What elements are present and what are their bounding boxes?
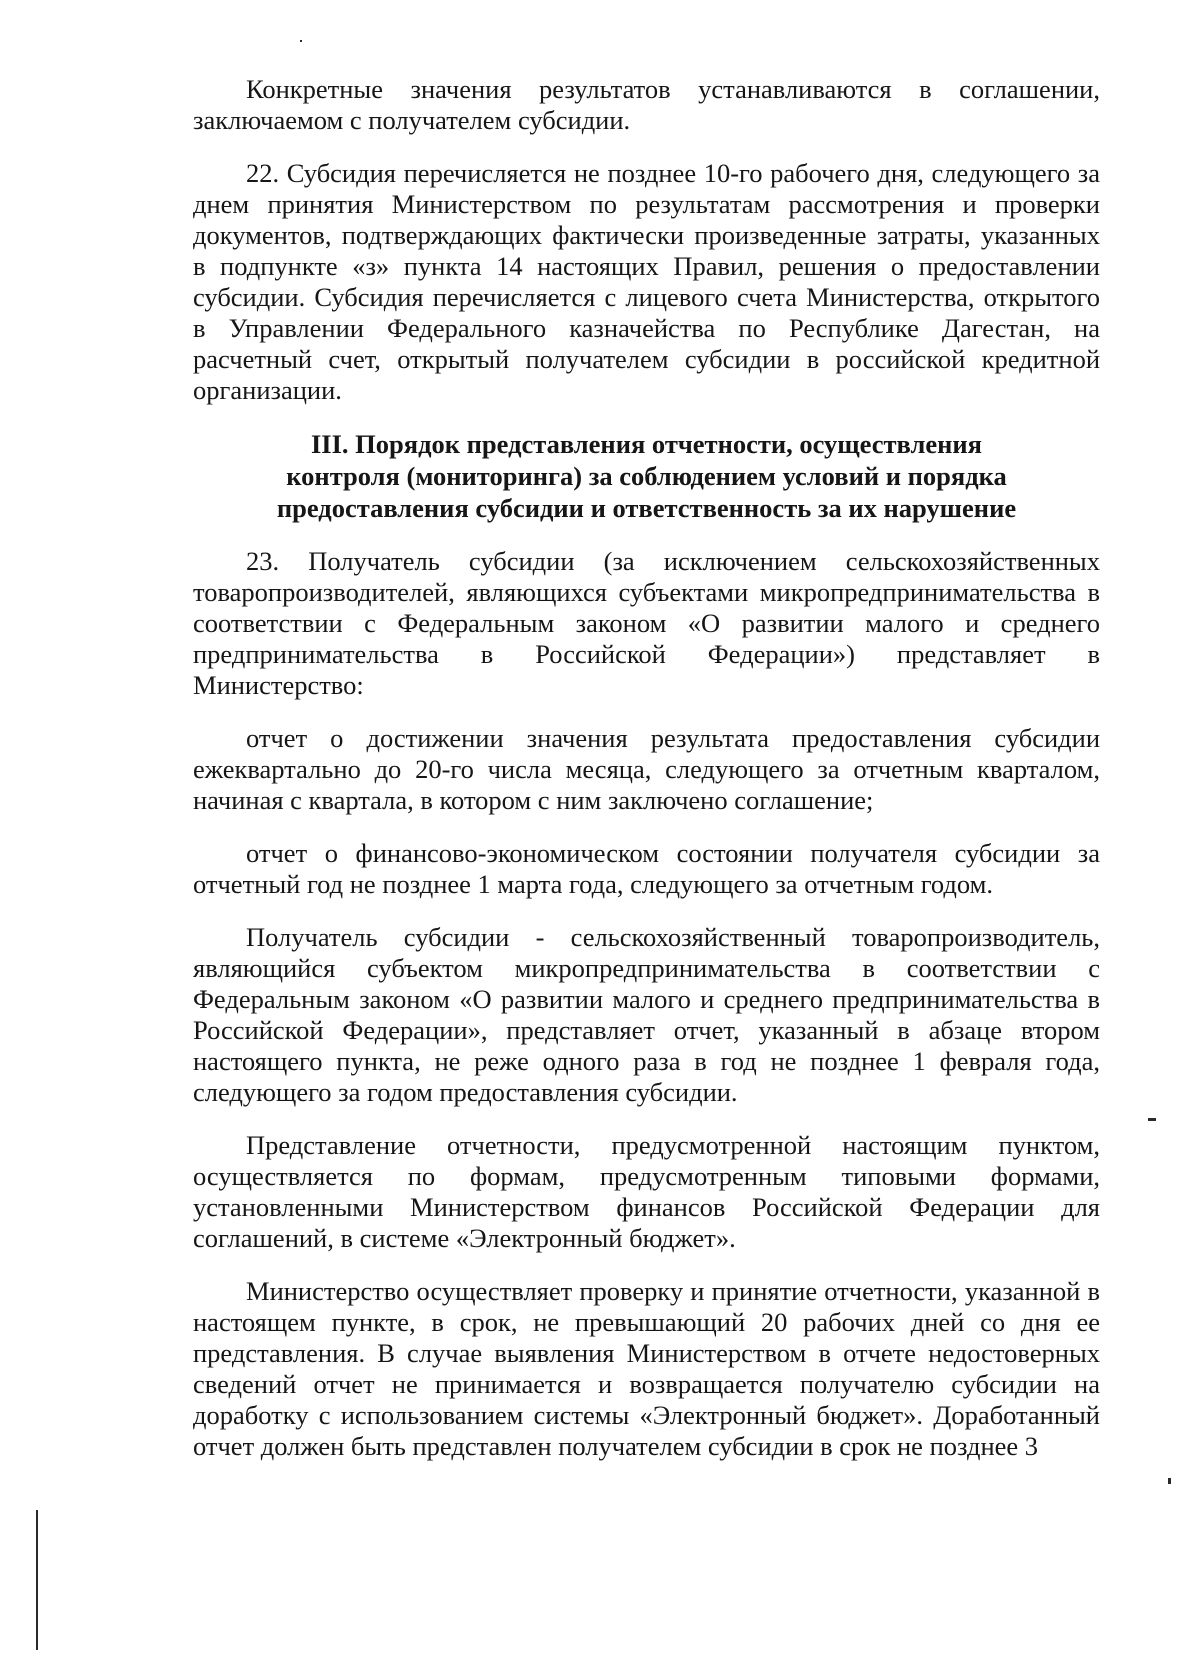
section-heading-iii <box>193 428 1100 524</box>
scan-mark-right-tick <box>1168 1478 1171 1484</box>
scan-mark-top-dot <box>300 40 302 42</box>
scan-mark-left-edge <box>36 1510 38 1650</box>
paragraph-report-verification: Министерство осуществляет проверку и принятие отчетности, указанной в настоящем пункте, в срок, не превышающий 20 рабочих дней со дня ее представления. В случае выявления Министерством в отчете недостоверных сведений отчет не принимается и возвращается получателю субсидии на доработку с использованием системы «Электронный бюджет». Доработанный отчет должен быть представлен получателем субсидии в срок не позднее 3 <box>193 1276 1100 1461</box>
document-body <box>193 74 1100 1484</box>
paragraph-micro-enterprise-report: Получатель субсидии - сельскохозяйственный товаропроизводитель, являющийся субъектом микропредпринимательства в соответствии с Федеральным законом «О развитии малого и среднего предпринимательства в Российской Федерации», представляет отчет, указанный в абзаце втором настоящего пункта, не реже одного раза в год не позднее 1 февраля года, следующего за годом предоставления субсидии. <box>193 922 1100 1107</box>
paragraph-item-23: 23. Получатель субсидии (за исключением сельскохозяйственных товаропроизводителей, являющихся субъектами микропредпринимательства в соответствии с Федеральным законом «О развитии малого и среднего предпринимательства в Российской Федерации») представляет в Министерство: <box>193 546 1100 700</box>
section-heading-line-2: контроля (мониторинга) за соблюдением условий и порядка <box>286 461 1007 491</box>
paragraph-financial-report: отчет о финансово-экономическом состоянии получателя субсидии за отчетный год не позднее 1 марта года, следующего за отчетным годом. <box>193 838 1100 899</box>
section-heading-line-1: III. Порядок представления отчетности, осуществления <box>310 429 982 459</box>
section-heading-line-3: предоставления субсидии и ответственность за их нарушение <box>276 493 1017 523</box>
paragraph-results-values: Конкретные значения результатов устанавливаются в соглашении, заключаемом с получателем субсидии. <box>193 74 1100 135</box>
paragraph-item-22: 22. Субсидия перечисляется не позднее 10-го рабочего дня, следующего за днем принятия Министерством по результатам рассмотрения и проверки документов, подтверждающих фактически произведенные затраты, указанных в подпункте «з» пункта 14 настоящих Правил, решения о предоставлении субсидии. Субсидия перечисляется с лицевого счета Министерства, открытого в Управлении Федерального казначейства по Республике Дагестан, на расчетный счет, открытый получателем субсидии в российской кредитной организации. <box>193 158 1100 405</box>
scan-mark-right-dash <box>1148 1118 1156 1121</box>
paragraph-report-forms: Представление отчетности, предусмотренной настоящим пунктом, осуществляется по формам, предусмотренным типовыми формами, установленными Министерством финансов Российской Федерации для соглашений, в системе «Электронный бюджет». <box>193 1130 1100 1253</box>
paragraph-quarterly-report: отчет о достижении значения результата предоставления субсидии ежеквартально до 20-го числа месяца, следующего за отчетным кварталом, начиная с квартала, в котором с ним заключено соглашение; <box>193 723 1100 815</box>
